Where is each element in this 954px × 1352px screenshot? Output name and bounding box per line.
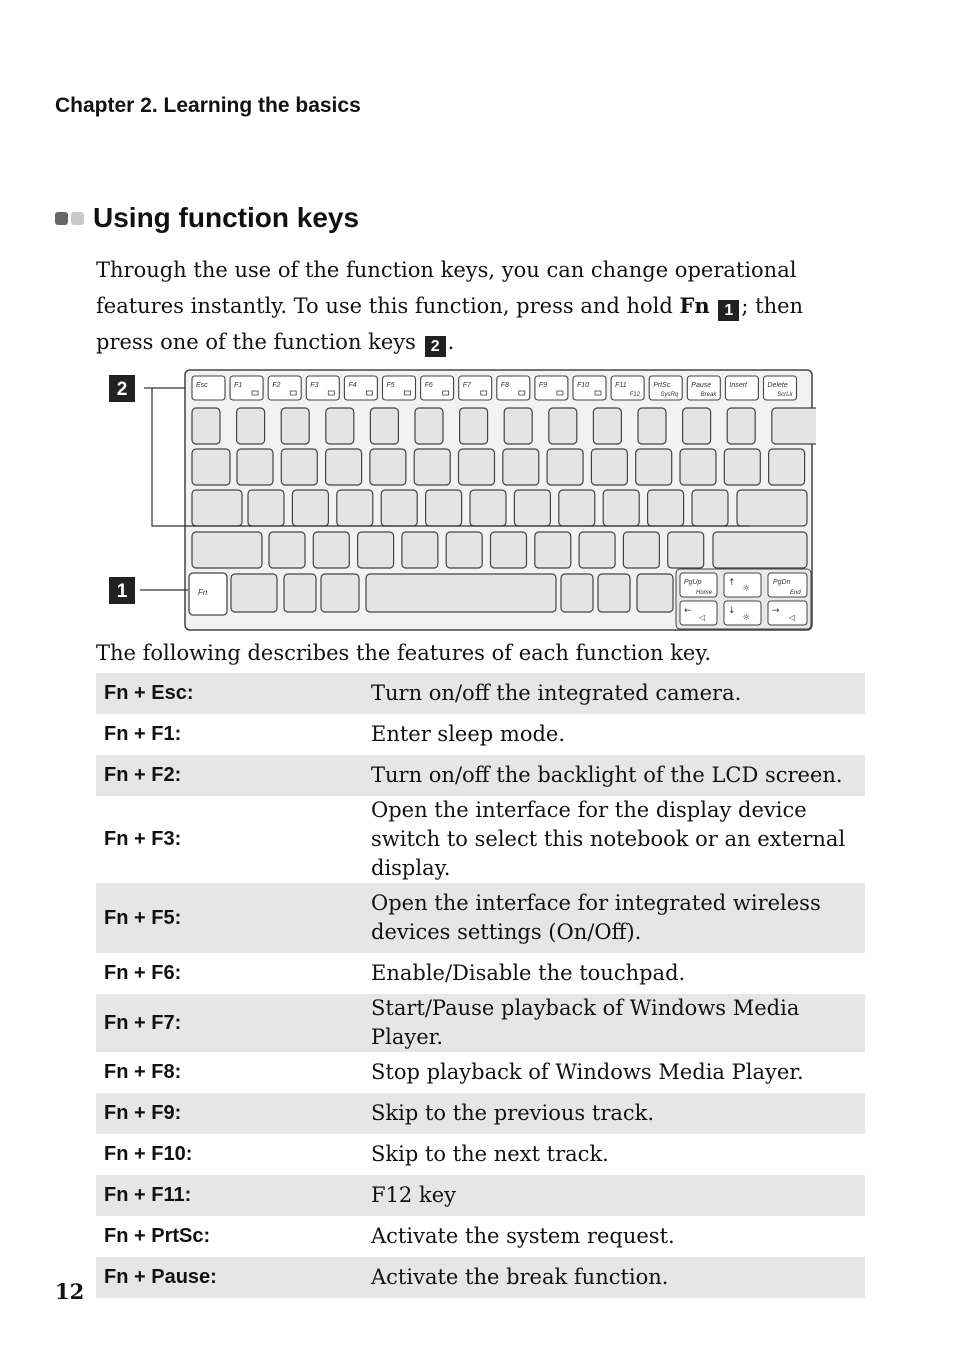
keyboard-key xyxy=(313,532,349,568)
function-key-sublabel: F12 xyxy=(629,392,641,398)
function-key-label: F9 xyxy=(538,382,548,389)
keyboard-key xyxy=(680,449,716,485)
function-key-f4 xyxy=(344,376,377,400)
function-key-label: Pause xyxy=(691,382,712,389)
keyboard-key xyxy=(591,449,627,485)
enter-key xyxy=(737,490,807,526)
function-key-label: F1 xyxy=(234,382,243,389)
intro-text-3: . xyxy=(447,330,455,354)
key-combination: Fn + PrtSc: xyxy=(104,1225,211,1247)
key-description: Start/Pause playback of Windows Media Player. xyxy=(371,994,865,1052)
navigation-cluster xyxy=(676,569,811,629)
keyboard-key xyxy=(648,490,684,526)
function-key-label: Delete xyxy=(767,382,788,389)
page-number: 12 xyxy=(55,1279,85,1304)
up-arrow-icon: ↑ xyxy=(728,578,736,588)
keyboard-key xyxy=(358,532,394,568)
table-row xyxy=(96,1257,865,1298)
keyboard-key xyxy=(326,408,354,444)
volume-down-icon: ◁ xyxy=(699,613,706,622)
table-row xyxy=(96,1134,865,1175)
function-key-f9 xyxy=(535,376,568,400)
keyboard-key xyxy=(402,532,438,568)
keyboard-key xyxy=(623,532,659,568)
key-description: Activate the break function. xyxy=(371,1257,865,1298)
function-key-label: PrtSc xyxy=(653,382,671,389)
function-key-f10 xyxy=(573,376,606,400)
right-arrow-icon: → xyxy=(772,606,780,616)
keyboard-key xyxy=(491,532,527,568)
spacebar-key xyxy=(366,574,556,612)
keyboard-key xyxy=(326,449,362,485)
key-description: Open the interface for integrated wireless devices settings (On/Off). xyxy=(371,883,865,953)
key-description: Enter sleep mode. xyxy=(371,722,566,746)
function-key-prtsc xyxy=(649,376,682,400)
table-row xyxy=(96,1052,865,1093)
keyboard-key xyxy=(727,408,755,444)
keyboard-key xyxy=(248,490,284,526)
keyboard-key xyxy=(237,449,273,485)
table-row xyxy=(96,953,865,994)
function-key-table xyxy=(96,673,865,1298)
key-combination: Fn + F10: xyxy=(104,1143,193,1165)
keyboard-key xyxy=(337,490,373,526)
function-key-f3 xyxy=(306,376,339,400)
left-shift-key xyxy=(192,532,262,568)
function-key-f2 xyxy=(268,376,301,400)
intro-text-1: Through the use of the function keys, you can change operational features instantly. To use this function, press and hold xyxy=(96,258,797,318)
keyboard-key xyxy=(692,490,728,526)
bullet-light-icon xyxy=(71,212,84,225)
function-key-pause xyxy=(687,376,720,400)
table-row xyxy=(96,994,865,1052)
function-key-label: F7 xyxy=(462,382,471,389)
table-row xyxy=(96,755,865,796)
section-heading xyxy=(55,200,359,236)
intro-paragraph xyxy=(96,252,856,360)
keyboard-key xyxy=(281,449,317,485)
keyboard-key xyxy=(192,408,220,444)
keyboard-key xyxy=(547,449,583,485)
key-combination: Fn + F2: xyxy=(96,755,371,796)
keyboard-key xyxy=(192,490,242,526)
keyboard-key xyxy=(446,532,482,568)
callout-label-2: 2 xyxy=(116,379,128,400)
key-combination: Fn + F5: xyxy=(96,883,371,953)
function-key-sublabel: ScrLk xyxy=(777,392,793,398)
keyboard-key xyxy=(284,574,316,612)
keyboard-key xyxy=(503,449,539,485)
keyboard-key xyxy=(370,408,398,444)
key-combination: Fn + F7: xyxy=(96,994,371,1052)
brightness-down-icon: ☼ xyxy=(742,613,751,623)
callout-badge-1: 1 xyxy=(718,300,739,321)
keyboard-key xyxy=(231,574,277,612)
key-combination: Fn + F3: xyxy=(104,828,182,850)
callout-badge-2: 2 xyxy=(425,336,446,357)
table-row xyxy=(96,1175,865,1216)
pgup-label: PgUp xyxy=(684,579,702,586)
function-key-delete xyxy=(764,376,797,400)
callout-label-1: 1 xyxy=(116,581,128,602)
key-description: Turn on/off the backlight of the LCD screen. xyxy=(371,755,865,796)
key-description: F12 key xyxy=(371,1175,865,1216)
keyboard-key xyxy=(683,408,711,444)
key-combination: Fn + F8: xyxy=(104,1061,182,1083)
keyboard-key xyxy=(561,574,593,612)
keyboard-key xyxy=(321,574,359,612)
keyboard-key xyxy=(579,532,615,568)
keyboard-key xyxy=(514,490,550,526)
keyboard-key xyxy=(415,408,443,444)
keyboard-key xyxy=(769,449,805,485)
key-description: Turn on/off the integrated camera. xyxy=(371,673,865,714)
function-key-label: F10 xyxy=(577,382,590,389)
function-key-label: F5 xyxy=(386,382,395,389)
end-label: End xyxy=(790,590,801,596)
function-key-f5 xyxy=(383,376,416,400)
chapter-header: Chapter 2. Learning the basics xyxy=(55,94,361,117)
keyboard-key xyxy=(292,490,328,526)
function-key-label: F8 xyxy=(500,382,509,389)
keyboard-key xyxy=(772,408,816,444)
key-combination: Fn + Pause: xyxy=(96,1257,371,1298)
keyboard-key xyxy=(460,408,488,444)
home-label: Home xyxy=(696,590,713,596)
keyboard-key xyxy=(549,408,577,444)
keyboard-key xyxy=(414,449,450,485)
function-key-label: F3 xyxy=(310,382,319,389)
table-row xyxy=(96,714,865,755)
function-key-f6 xyxy=(421,376,454,400)
function-key-sublabel: Break xyxy=(700,392,717,398)
keyboard-key xyxy=(535,532,571,568)
section-title: Using function keys xyxy=(93,202,360,233)
fn-key-label: Fn xyxy=(198,588,208,597)
function-key-sublabel: SysRq xyxy=(660,392,679,398)
function-key-esc xyxy=(192,376,225,400)
table-row xyxy=(96,796,865,883)
keyboard-key xyxy=(281,408,309,444)
keyboard-key xyxy=(636,449,672,485)
left-arrow-icon: ← xyxy=(684,606,692,616)
key-combination: Fn + F1: xyxy=(104,723,182,745)
function-key-label: F6 xyxy=(424,382,433,389)
keyboard-key xyxy=(459,449,495,485)
function-key-label: F2 xyxy=(272,382,281,389)
keyboard-key xyxy=(192,449,230,485)
table-row xyxy=(96,673,865,714)
key-description: Open the interface for the display device switch to select this notebook or an external display. xyxy=(371,798,846,880)
keyboard-key xyxy=(724,449,760,485)
key-description: Activate the system request. xyxy=(371,1224,675,1248)
keyboard-key xyxy=(668,532,704,568)
keyboard-key xyxy=(470,490,506,526)
key-combination: Fn + Esc: xyxy=(96,673,371,714)
key-combination: Fn + F11: xyxy=(96,1175,371,1216)
pgdn-label: PgDn xyxy=(773,579,791,586)
right-shift-key xyxy=(713,532,807,568)
function-key-f7 xyxy=(459,376,492,400)
fn-key xyxy=(189,573,227,615)
keyboard-key xyxy=(504,408,532,444)
bullet-dark-icon xyxy=(55,212,68,225)
function-key-f11 xyxy=(611,376,644,400)
keyboard-key xyxy=(603,490,639,526)
brightness-up-icon: ☼ xyxy=(742,584,751,594)
function-key-label: F11 xyxy=(615,382,627,389)
keyboard-key xyxy=(559,490,595,526)
keyboard-key xyxy=(598,574,630,612)
fn-key-label: Fn xyxy=(679,293,710,318)
keyboard-key xyxy=(593,408,621,444)
keyboard-key xyxy=(370,449,406,485)
keyboard-diagram xyxy=(100,366,816,634)
key-description: Skip to the next track. xyxy=(371,1142,609,1166)
table-row xyxy=(96,1216,865,1257)
function-key-label: F4 xyxy=(348,382,357,389)
down-arrow-icon: ↓ xyxy=(728,606,736,616)
key-combination: Fn + F9: xyxy=(96,1093,371,1134)
table-intro: The following describes the features of each function key. xyxy=(96,641,712,665)
key-combination: Fn + F6: xyxy=(104,962,182,984)
keyboard-key xyxy=(637,574,673,612)
key-description: Enable/Disable the touchpad. xyxy=(371,961,686,985)
intro-text-2: ; then press one of the function keys xyxy=(96,294,804,354)
keyboard-key xyxy=(237,408,265,444)
keyboard-key xyxy=(269,532,305,568)
keyboard-key xyxy=(381,490,417,526)
keyboard-key xyxy=(426,490,462,526)
table-row xyxy=(96,1093,865,1134)
function-key-f1 xyxy=(230,376,263,400)
volume-up-icon: ◁ xyxy=(789,613,796,622)
keyboard-key xyxy=(638,408,666,444)
key-description: Skip to the previous track. xyxy=(371,1093,865,1134)
table-row xyxy=(96,883,865,953)
function-key-f8 xyxy=(497,376,530,400)
function-key-label: Esc xyxy=(196,382,208,389)
function-key-insert xyxy=(725,376,758,400)
key-description: Stop playback of Windows Media Player. xyxy=(371,1060,804,1084)
function-key-label: Insert xyxy=(729,382,747,389)
